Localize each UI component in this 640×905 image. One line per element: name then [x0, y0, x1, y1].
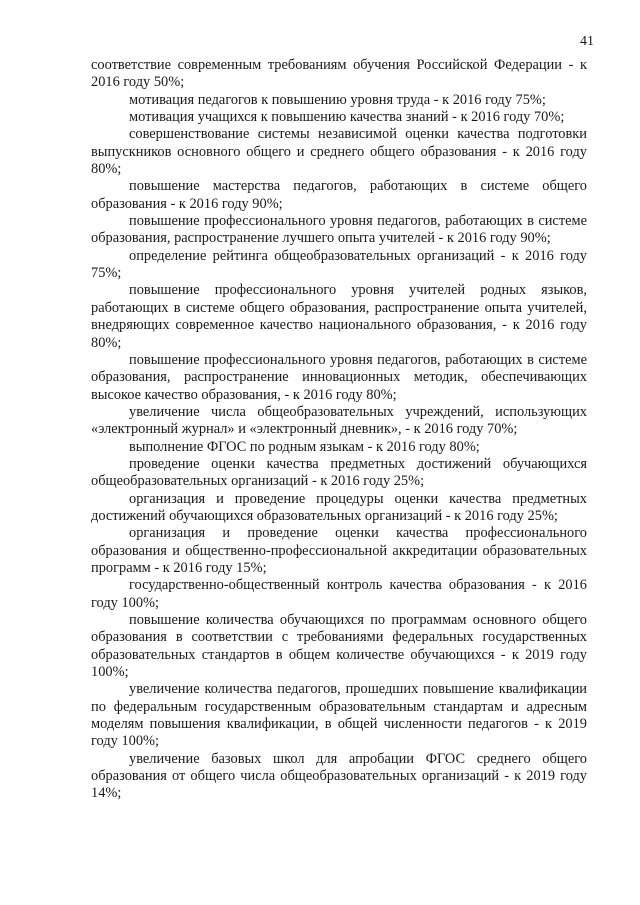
- paragraph: соответствие современным требованиям обучения Российской Федерации - к 2016 году 50%;: [91, 57, 587, 91]
- paragraph: увеличение количества педагогов, прошедших повышение квалификации по федеральным государственным образовательным стандартам и адресным моделям повышения квалификации, в общей численности педагогов - к 2019 году 100%;: [91, 681, 587, 750]
- paragraph: увеличение числа общеобразовательных учреждений, использующих «электронный журнал» и «электронный дневник», - к 2016 году 70%;: [91, 403, 587, 438]
- paragraph: повышение количества обучающихся по программам основного общего образования в соответствии с требованиями федеральных государственных образовательных стандартов в общем количестве обучающихся - к 2019 году 100%;: [91, 612, 587, 681]
- paragraph: увеличение базовых школ для апробации ФГОС среднего общего образования от общего числа общеобразовательных организаций - к 2019 году 14%;: [91, 750, 587, 802]
- paragraph: определение рейтинга общеобразовательных организаций - к 2016 году 75%;: [91, 247, 587, 282]
- paragraph: организация и проведение процедуры оценки качества предметных достижений обучающихся образовательных организаций - к 2016 году 25%;: [91, 490, 587, 524]
- paragraph: повышение мастерства педагогов, работающих в системе общего образования - к 2016 году 90%;: [91, 178, 587, 212]
- paragraph: повышение профессионального уровня педагогов, работающих в системе образования, распространение лучшего опыта учителей - к 2016 году 90%;: [91, 213, 587, 247]
- paragraph: проведение оценки качества предметных достижений обучающихся общеобразовательных организаций - к 2016 году 25%;: [91, 455, 587, 490]
- document-body: [91, 57, 587, 803]
- paragraph: мотивация педагогов к повышению уровня труда - к 2016 году 75%;: [129, 91, 546, 108]
- page-number: 41: [580, 34, 594, 49]
- paragraph: мотивация учащихся к повышению качества знаний - к 2016 году 70%;: [129, 109, 565, 126]
- paragraph: совершенствование системы независимой оценки качества подготовки выпускников основного общего и среднего общего образования - к 2016 году 80%;: [91, 126, 587, 178]
- paragraph: выполнение ФГОС по родным языкам - к 2016 году 80%;: [129, 438, 480, 455]
- paragraph: организация и проведение оценки качества профессионального образования и общественно-профессиональной аккредитации образовательных программ - к 2016 году 15%;: [91, 525, 587, 576]
- paragraph: повышение профессионального уровня учителей родных языков, работающих в системе общего образования, распространение опыта учителей, внедряющих современное качество национального образования, - к 2016 году 80%;: [91, 282, 587, 351]
- paragraph: государственно-общественный контроль качества образования - к 2016 году 100%;: [91, 577, 587, 611]
- paragraph: повышение профессионального уровня педагогов, работающих в системе образования, распространение инновационных методик, обеспечивающих высокое качество образования, - к 2016 году 80%;: [91, 351, 587, 403]
